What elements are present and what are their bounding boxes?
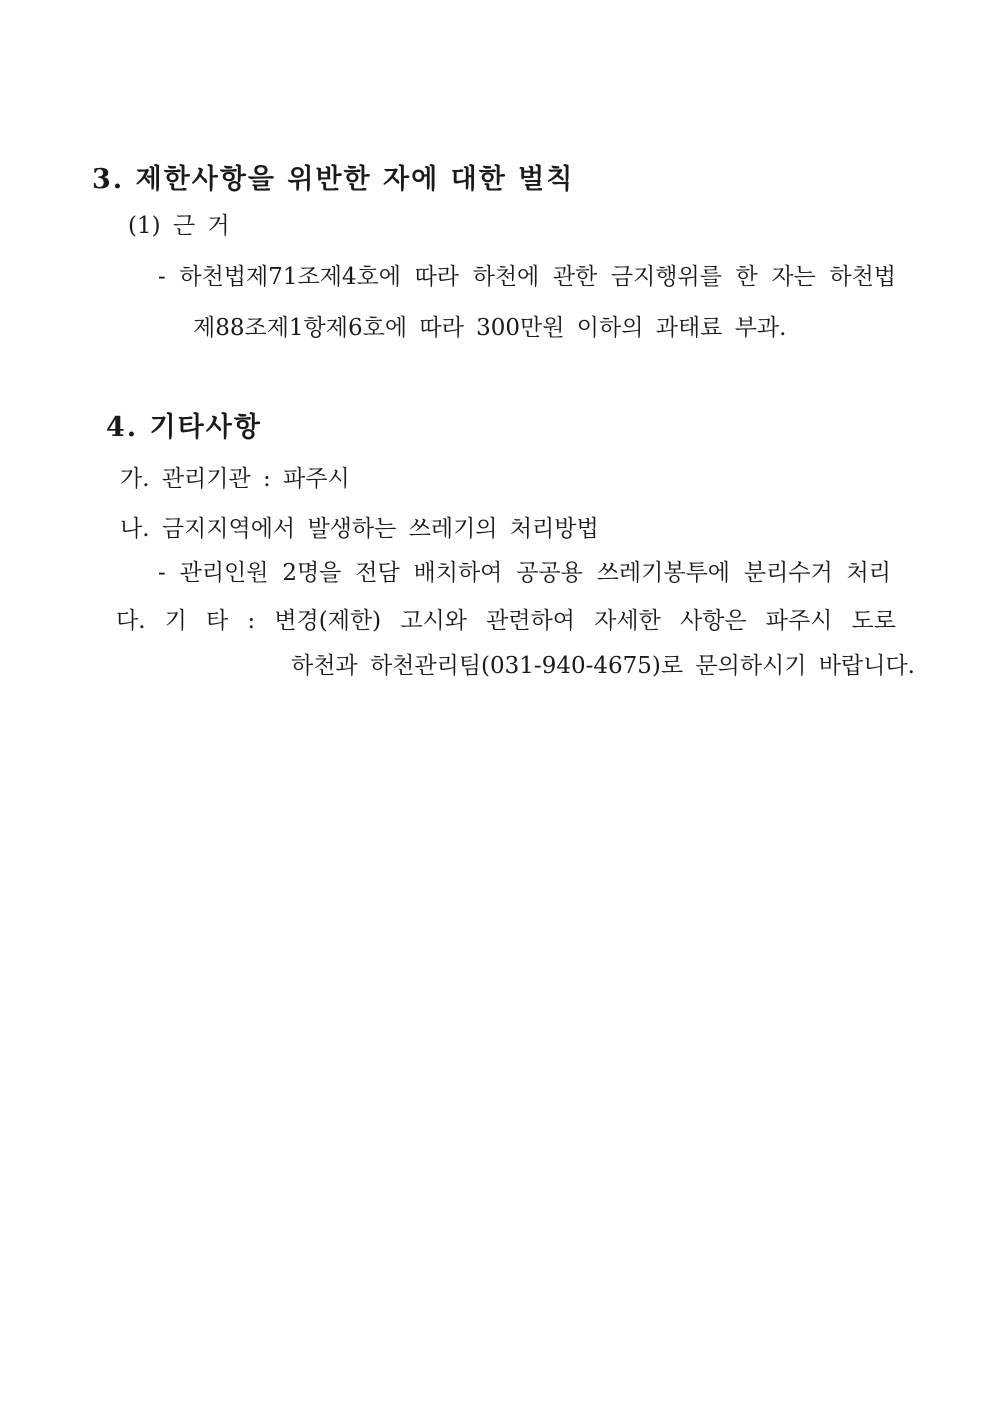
section-3-basis-line-2: 제88조제1항제6호에 따라 300만원 이하의 과태료 부과. (193, 315, 787, 341)
section-4-item-ga: 가. 관리기관 : 파주시 (120, 466, 350, 492)
section-3-basis-label: (1) 근 거 (128, 213, 230, 239)
section-4-heading: 4. 기타사항 (106, 412, 262, 443)
section-3-basis-line-1: - 하천법제71조제4호에 따라 하천에 관한 금지행위를 한 자는 하천법 (158, 264, 896, 290)
section-4-item-na: 나. 금지지역에서 발생하는 쓰레기의 처리방법 (120, 516, 599, 542)
section-4-item-da: 다. 기 타 : 변경(제한) 고시와 관련하여 자세한 사항은 파주시 도로 (116, 608, 896, 634)
section-3-heading: 3. 제한사항을 위반한 자에 대한 벌칙 (92, 164, 575, 195)
section-4-item-da-line-2: 하천과 하천관리팀(031-940-4675)로 문의하시기 바랍니다. (291, 653, 915, 679)
section-4-item-na-detail: - 관리인원 2명을 전담 배치하여 공공용 쓰레기봉투에 분리수거 처리 (158, 560, 891, 586)
